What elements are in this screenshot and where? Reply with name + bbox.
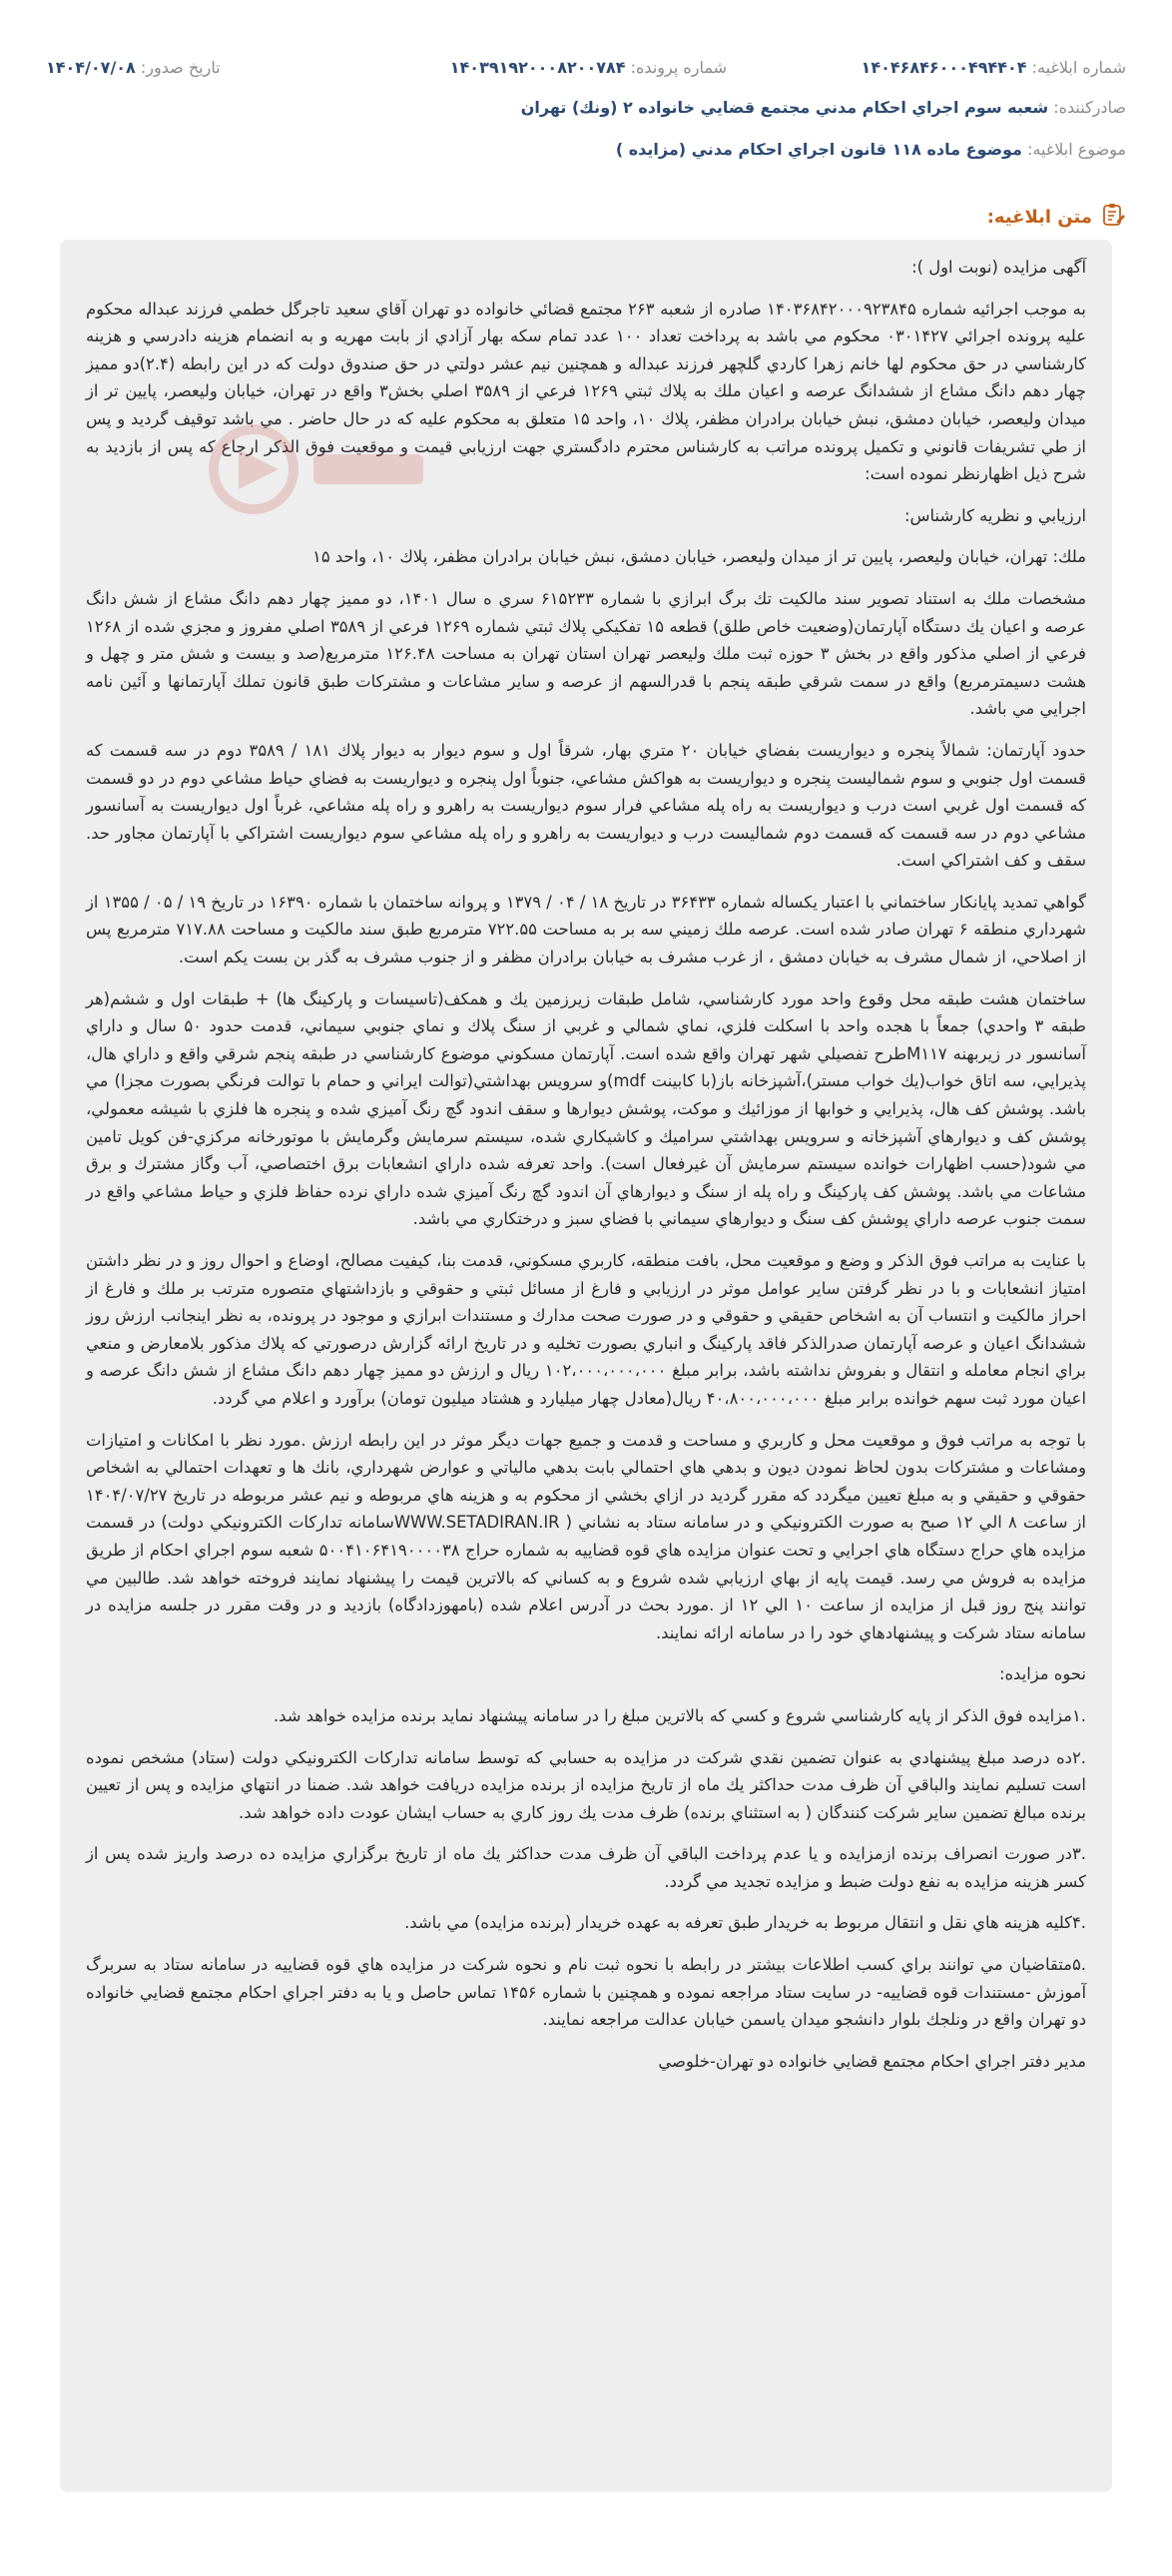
paragraph-boundaries: حدود آپارتمان: شمالاً پنجره و ديواريست بفضاي خيابان ۲۰ متري بهار، شرقاً اول و سوم ديوار به ديوار پلاك ۱۸۱ / ۳۵۸۹ دوم در سه قسمت كه قسمت اول جنوبي و سوم شماليست پنجره و ديواريست به هواكش مشاعي، جنوباً اول پنجره و ديواريست به فضاي حياط مشاعي دوم در دو قسمت كه قسمت اول غربي است درب و ديواريست به راه پله مشاعي فرار سوم ديواريست به راهرو و راه پله مشاعي، غرباً اول ديواريست به آسانسور مشاعي دوم در سه قسمت كه قسمت دوم شماليست درب و ديواريست به راهرو و راه پله مشاعي سوم ديواريست اشتراكي با آپارتمان مجاور حد. سقف و كف اشتراكي است. [86,740,1086,871]
paragraph-auction-method-heading: نحوه مزايده: [998,1664,1086,1684]
paragraph-property-address: ملك: تهران، خيابان وليعصر، پايين تر از ميدان وليعصر، خيابان دمشق، نبش خيابان برادران مظفر، پلاك ۱۰، واحد ۱۵ [312,547,1086,567]
intro-heading: آگهی مزایده (نوبت اول ): [911,258,1086,277]
auction-rule-2: .۲ده درصد مبلغ پيشنهادي به عنوان تضمين نقدي شركت در مزايده به حسابي كه توسط سامانه تداركات الكترونيكي دولت (ستاد) مشخص نموده است تسليم نمايند والباقي آن ظرف مدت حداكثر يك ماه از تاريخ مزايده از برنده مزايده دريافت خواهد شد. ضمنا در انتهاي مزايده و پس از تعيين برنده مبالغ تضمين ساير شركت كنندگان ( به استثناي برنده) ظرف مدت يك روز كاري به حساب ايشان عودت داده خواهد شد. [86,1747,1086,1822]
case-number [450,58,727,77]
notice-header [0,0,1172,200]
issue-date-label: تاریخ صدور: [140,58,221,77]
paragraph-execution: به موجب اجرائيه شماره ۱۴۰۳۶۸۴۲۰۰۰۹۲۳۸۴۵ صادره از شعبه ۲۶۳ مجتمع قضائي خانواده دو تهران آقاي سعيد تاجرگل خطمي فرزند عبداله محكوم عليه پرونده اجرائي ۰۳۰۱۴۲۷ محكوم مي باشد به پرداخت تعداد ۱۰۰ عدد تمام سكه بهار آزادي از بابت مهريه و به انضمام هزينه دادرسي و هزينه كارشناسي در حق محكوم لها خانم زهرا كاردي گلچهر فرزند عبداله و همچنين نيم عشر دولتي در حق صندوق دولت كه در اين رابطه (۲.۴)دو مميز چهار دهم دانگ مشاع از ششدانگ عرصه و اعيان ملك به پلاك ثبتي ۱۲۶۹ فرعي از ۳۵۸۹ اصلي بخش۳ واقع در تهران، خيابان وليعصر، پايين تر از ميدان وليعصر، خيابان دمشق، نبش خيابان برادران مظفر، پلاك ۱۰، واحد ۱۵ متعلق به محكوم عليه كه در حال حاضر . مي باشد توقيف گرديد و پس از طي تشريفات قانوني و تكميل پرونده مراتب به كارشناس محترم دادگستري جهت ارزيابي قيمت و موقعيت فوق الذكر ارجاع كه پس از بازديد به شرح ذيل اظهارنظر نموده است: [86,299,1086,484]
document-edit-icon [1100,202,1126,232]
notice-number-value: ۱۴۰۴۶۸۴۶۰۰۰۴۹۴۴۰۴ [861,58,1027,77]
subject-label: موضوع ابلاغیه: [1027,140,1126,159]
header-meta-row [46,58,1126,84]
paragraph-auction-details: با توجه به مراتب فوق و موقعيت محل و كاربري و مساحت و قدمت و جميع جهات ديگر موثر در اين رابطه ارزش .مورد نظر با امكانات و امتيازات ومشاعات و مشتركات بدون لحاظ نمودن ديون و بدهي هاي احتمالي بابت بدهي مالياتي و عوارض شهرداري، بانك ها و تعهدات احتمالي به اشخاص حقوقي و حقيقي و به مبلغ تعيين ميگردد كه مقرر گرديد در ازاي بخشي از محكوم به و هزينه هاي مربوطه و نيم عشر مربوطه در تاريخ ۱۴۰۴/۰۷/۲۷ از ساعت ۸ الي ۱۲ صبح به صورت الكترونيكي و در سامانه ستاد به نشاني ( WWW.SETADIRAN.IRسامانه تداركات الكترونيكي دولت) در قسمت مزايده هاي حراج دستگاه هاي اجرايي و تحت عنوان مزايده هاي قوه قضاييه به شماره حراج ۵۰۰۴۱۰۶۴۱۹۰۰۰۰۳۸ شعبه سوم اجراي احكام از طريق مزايده به فروش مي رسد. قيمت پايه از بهاي ارزيابي شده شروع و به كساني كه بالاترين قيمت را پيشنهاد نمايند فروخته خواهد شد. طالبين مي توانند پنج روز قبل از مزايده از ساعت ۱۰ الي ۱۲ از .مورد بحث در آدرس اعلام شده (بامهوزدادگاه) بازديد و در وقت مقرر در جلسه مزايده در سامانه ستاد شركت و پيشنهادهاي خود را در سامانه ارائه نمايند. [86,1430,1086,1642]
auction-rule-3: .۳در صورت انصراف برنده ازمزايده و يا عدم پرداخت الباقي آن ظرف مدت حداكثر يك ماه از تاريخ برگزاري مزايده ده درصد واريز شده پس از كسر هزينه مزايده به نفع دولت ضبط و مزايده تجديد مي گردد. [86,1844,1086,1891]
auction-rule-4: .۴كليه هزينه هاي نقل و انتقال مربوط به خريدار طبق تعرفه به عهده خريدار (برنده مزايده) مي باشد. [404,1913,1086,1933]
subject-row [46,140,1126,159]
issuer-value: شعبه سوم اجراي احكام مدني مجتمع قضايي خانواده ۲ (ونك) تهران [520,98,1049,117]
issuer-row [46,98,1126,117]
issue-date-value: ۱۴۰۴/۰۷/۰۸ [46,58,136,77]
notice-number-label: شماره ابلاغیه: [1031,58,1126,77]
auction-rule-1: .۱مزايده فوق الذكر از پايه كارشناسي شروع و كسي كه بالاترين مبلغ را در سامانه پيشنهاد نمايد برنده مزايده خواهد شد. [273,1705,1086,1725]
section-title-row [987,202,1126,232]
signature-line: مدير دفتر اجراي احكام مجتمع قضايي خانواده دو تهران-خلوصي [658,2051,1086,2071]
section-title: متن ابلاغیه: [986,206,1092,228]
notice-body [60,240,1112,2492]
paragraph-valuation: با عنايت به مراتب فوق الذكر و وضع و موقعيت محل، بافت منطقه، كاربري مسكوني، قدمت بنا، كيفيت مصالح، اوضاع و احوال روز و در نظر داشتن امتياز انشعابات و با در نظر گرفتن ساير عوامل موثر در ارزيابي و فارغ از مسائل ثبتي و حقوقي و بازداشتهاي متصوره مترتب بر ملك و فارغ از احراز مالكيت و انتساب آن به اشخاص حقيقي و حقوقي و در صورت صحت مدارك و مستندات ابرازي و موجود در پرونده، به نظر اينجانب ارزش روز ششدانگ اعيان و عرصه آپارتمان صدرالذكر فاقد پاركينگ و انباري بصورت تخليه و در تاريخ ارائه گزارش درصورتي كه پلاك مذكور بلامعارض و منعي براي انجام معامله و انتقال و بفروش نداشته باشد، برابر مبلغ ۱۰۲،۰۰۰،۰۰۰،۰۰۰ ريال و ارزش دو مميز چهار دهم دانگ مشاع از شش دانگ عرصه و اعيان مورد ثبت سهم خوانده برابر مبلغ ۴۰،۸۰۰،۰۰۰،۰۰۰ ريال(معادل چهار ميليارد و هشتاد ميليون تومان) برآورد و اعلام مي گردد. [86,1251,1086,1408]
issuer-label: صادرکننده: [1053,98,1126,117]
case-number-label: شماره پرونده: [630,58,727,77]
subject-value: موضوع ماده ۱۱۸ قانون اجراي احكام مدني (مزايده ) [615,140,1022,159]
paragraph-property-specs: مشخصات ملك به استناد تصوير سند مالكيت تك برگ ابرازي با شماره ۶۱۵۲۳۳ سري ه سال ۱۴۰۱، دو مميز چهار دهم دانگ مشاع از شش دانگ عرصه و اعيان يك دستگاه آپارتمان(وضعيت خاص طلق) قطعه ۱۵ تفكيكي پلاك ثبتي شماره ۱۲۶۹ فرعي از ۳۵۸۹ اصلي مفروز و مجزي شده از ۱۲۶۸ فرعي از اصلي مذكور واقع در بخش ۳ حوزه ثبت ملك وليعصر تهران استان تهران به مساحت ۱۲۶.۴۸ مترمربع(صد و بيست و شش متر و چهل و هشت دسيمترمربع) واقع در سمت شرقي طبقه پنجم با قدرالسهم از عرصه و ساير مشاعات و مشتركات طبق قانون تملك آپارتمانها و آئين نامه اجرايي مي باشد. [86,588,1087,719]
notice-number [862,58,1126,77]
auction-rule-5: .۵متقاضيان مي توانند براي كسب اطلاعات بيشتر در رابطه با نحوه ثبت نام و نحوه شركت در مزايده هاي قوه قضاييه در سامانه ستاد به سربرگ آموزش -مستندات قوه قضاييه- در سايت ستاد مراجعه نموده و همچنين با شماره ۱۴۵۶ تماس حاصل و يا به دفتر اجراي احكام مجتمع قضايي خانواده دو تهران واقع در ونلجك بلوار دانشجو ميدان ياسمن خيابان عدالت مراجعه نمايند. [86,1955,1086,2030]
paragraph-expert-heading: ارزيابي و نظريه كارشناس: [903,505,1086,525]
paragraph-building: ساختمان هشت طبقه محل وقوع واحد مورد كارشناسي، شامل طبقات زيرزمين يك و همكف(تاسيسات و پاركينگ ها) + طبقات اول و ششم(هر طبقه ۳ واحدي) جمعاً با هجده واحد با اسكلت فلزي، نماي شمالي و غربي از سنگ پلاك و نماي جنوبي سيماني، قدمت حدود ۵۰ سال و داراي آسانسور در زيربهنه M۱۱۷طرح تفصيلي شهر تهران واقع شده است. آپارتمان مسكوني موضوع كارشناسي در طبقه پنجم شرقي واقع و داراي هال، پذيرايي، سه اتاق خواب(يك خواب مستر)،آشپزخانه باز(با كابينت mdf)و سرويس بهداشتي(توالت ايراني و حمام با توالت فرنگي بصورت مجزا) مي باشد. پوشش كف هال، پذيرايي و خوابها از موزائيك و موكت، پوشش ديوارها و سقف اندود گچ رنگ آميزي شده و پنجره ها فلزي با شيشه معمولي، پوشش كف و ديوارهاي آشپزخانه و سرويس بهداشتي سراميك و كاشيكاري شده، سيستم سرمايش وگرمايش با موتورخانه مركزي-فن كويل تامين مي شود(حسب اظهارات خوانده سيستم سرمايش آن غيرفعال است). واحد تعرفه شده داراي انشعابات برق اختصاصي، آب وگاز مشترك و برق مشاعات مي باشد. پوشش كف پاركينگ و راه پله از سنگ و ديوارهاي آن اندود گچ رنگ آميزي شده داراي نرده حفاظ فلزي و حياط مشاعي واقع در سمت جنوب عرصه داراي پوشش كف سنگ و ديوارهاي سيماني با فضاي سبز و درختكاري مي باشد. [86,988,1086,1229]
issue-date [46,58,221,77]
case-number-value: ۱۴۰۳۹۱۹۲۰۰۰۸۲۰۰۷۸۴ [449,58,626,77]
paragraph-certificate: گواهي تمديد پايانكار ساختماني با اعتبار يكساله شماره ۳۶۴۳۳ در تاريخ ۱۸ / ۰۴ / ۱۳۷۹ و پروانه ساختمان با شماره ۱۶۳۹۰ در تاريخ ۱۹ / ۰۵ / ۱۳۵۵ از شهرداري منطقه ۶ تهران صادر شده است. عرصه ملك زميني سه بر به مساحت ۷۲۲.۵۵ مترمربع طبق سند مالكيت و مساحت ۷۱۷.۸۸ مترمربع پس از اصلاحي، از شمال مشرف به خيابان دمشق ، از غرب مشرف به خيابان برادران مظفر و از جنوب مشرف به گذر بن بست يكم است. [86,892,1086,967]
